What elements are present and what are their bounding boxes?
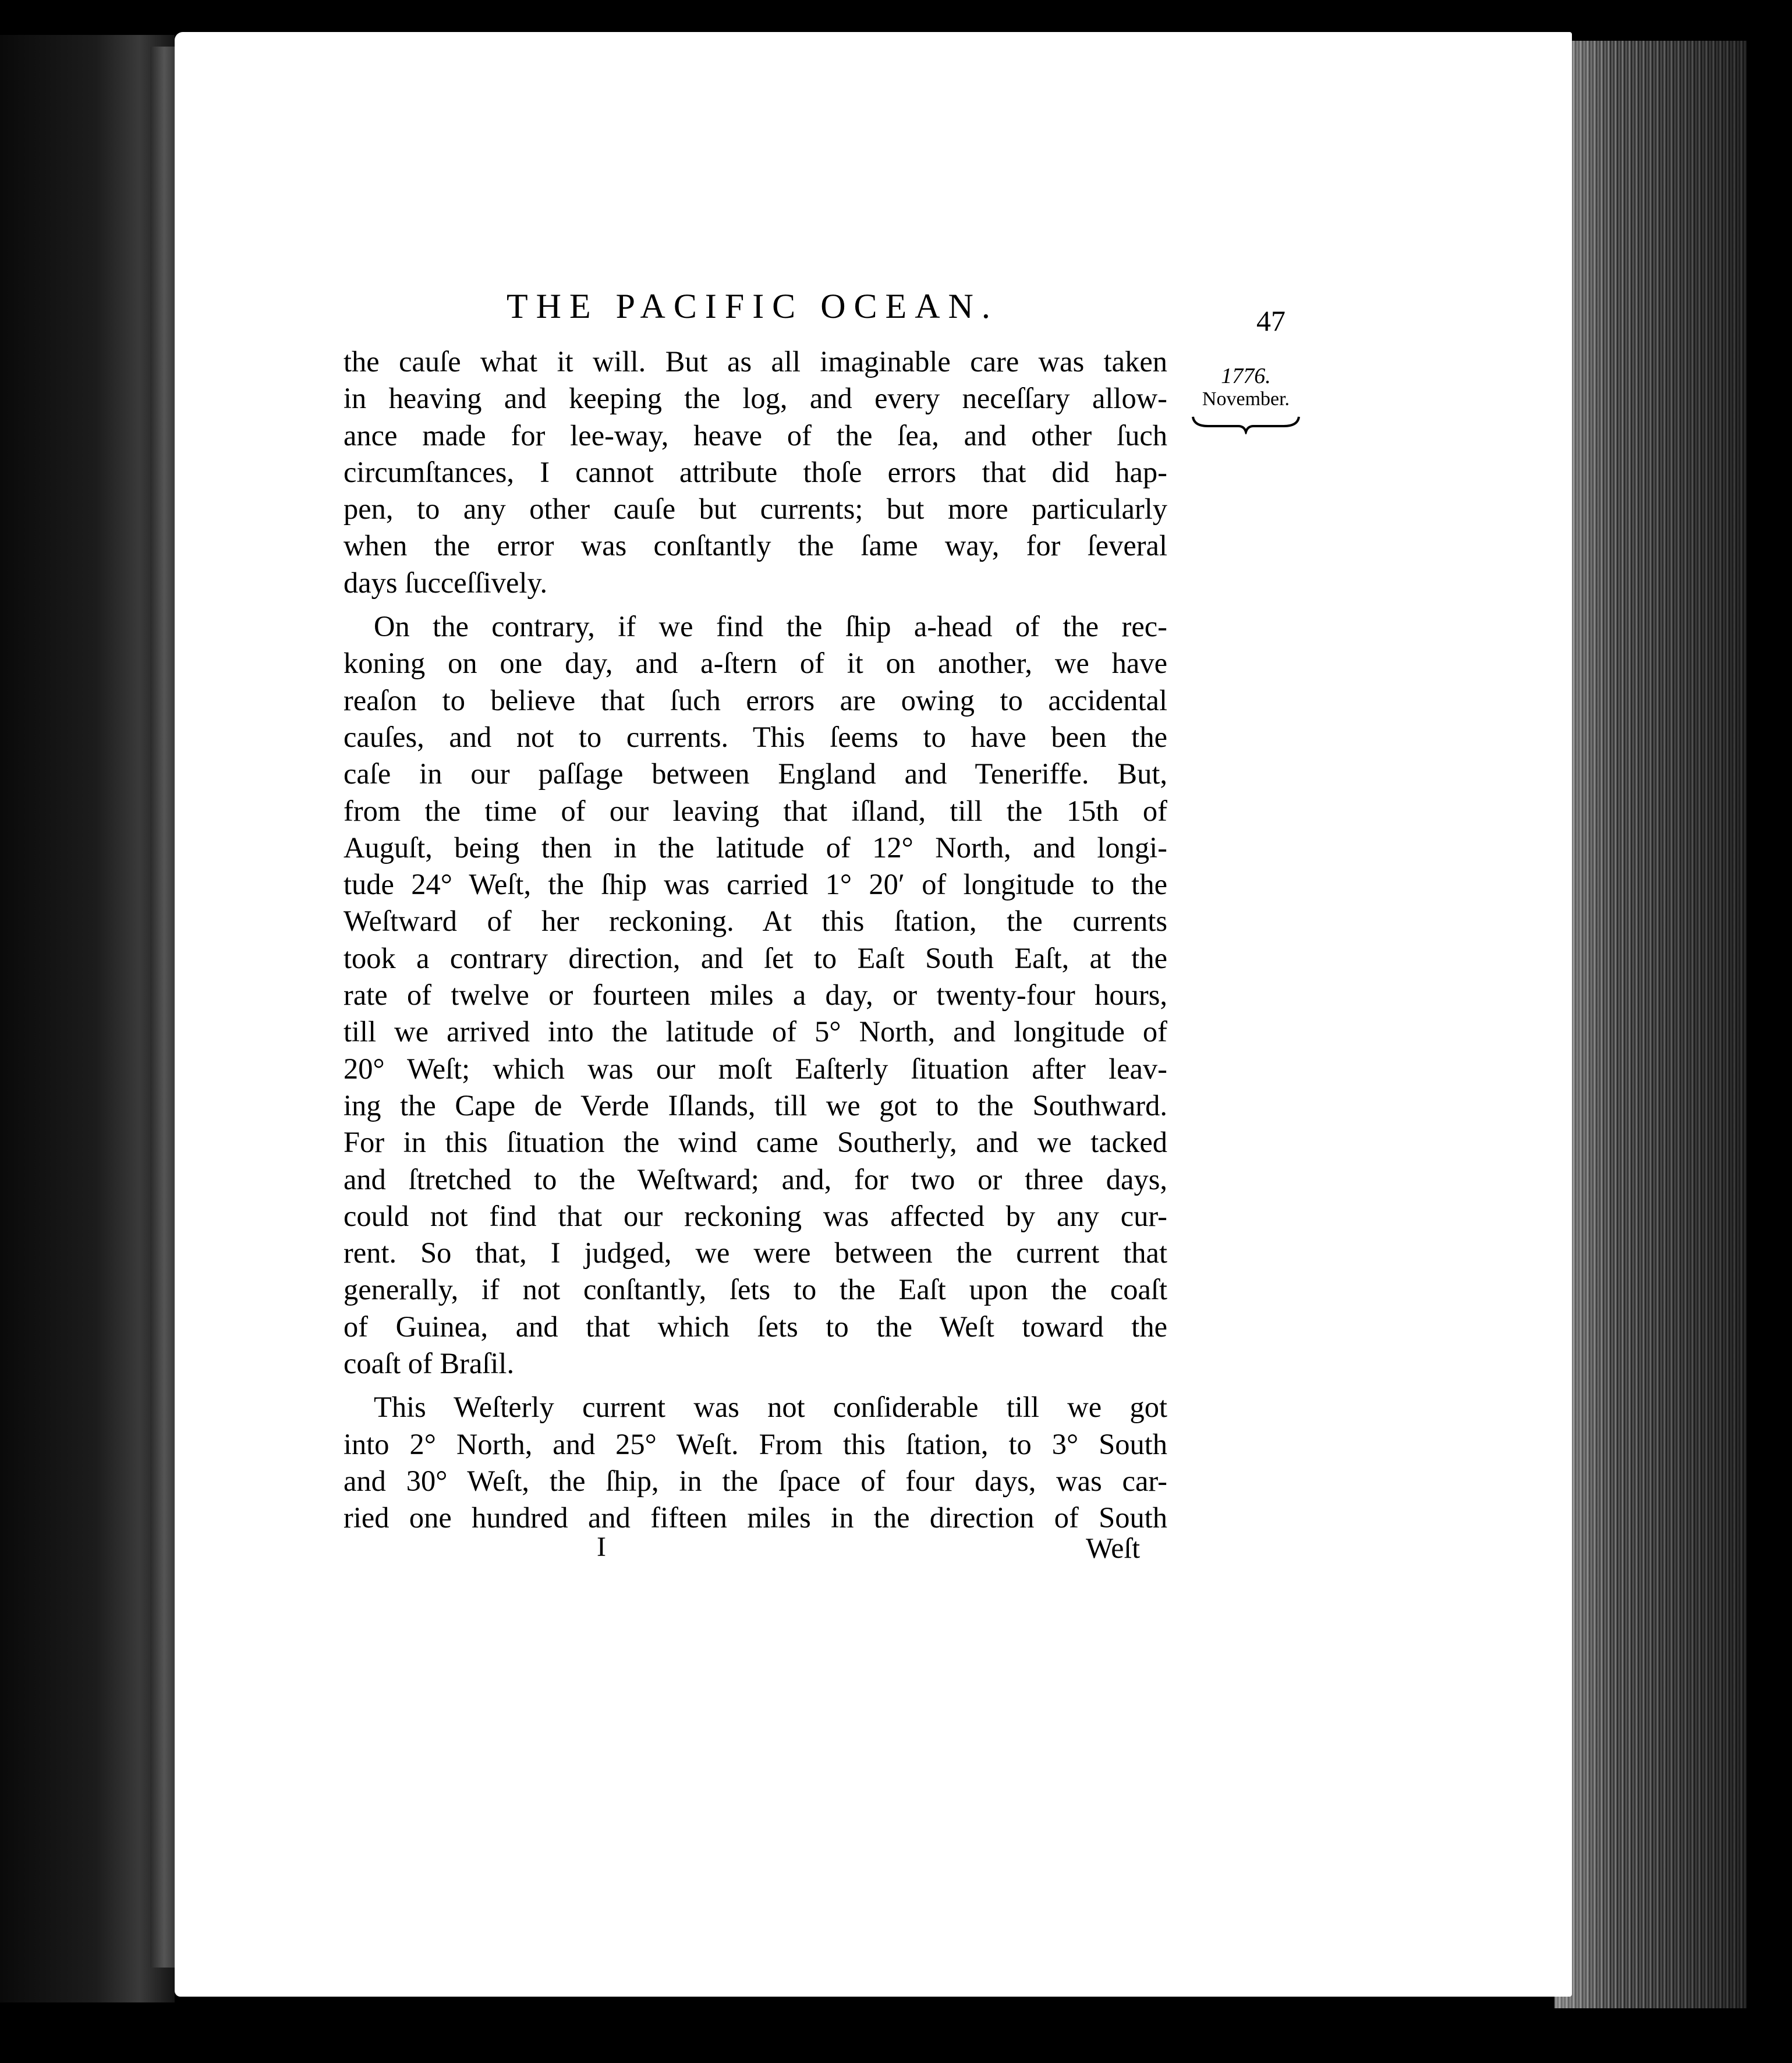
text-line: reaſon to believe that ſuch errors are owing to accidental — [343, 683, 1167, 717]
catchword: Weſt — [1086, 1532, 1141, 1564]
text-line: of Guinea, and that which ſets to the Weſt toward the — [343, 1310, 1167, 1343]
page-number: 47 — [1256, 304, 1285, 337]
text-line: and 30° Weſt, the ſhip, in the ſpace of four days, was car- — [343, 1464, 1167, 1497]
text-line: ing the Cape de Verde Iſlands, till we got to the Southward. — [343, 1089, 1167, 1122]
text-line: 20° Weſt; which was our moſt Eaſterly ſituation after leav- — [343, 1052, 1167, 1085]
signature-mark: I — [597, 1532, 606, 1562]
curly-brace-icon — [1191, 414, 1301, 434]
margin-note-month: November. — [1202, 388, 1290, 410]
paragraph-1 — [343, 343, 1167, 601]
text-line: took a contrary direction, and ſet to Eaſt South Eaſt, at the — [343, 941, 1167, 974]
text-line: pen, to any other cauſe but currents; but more particularly — [343, 492, 1167, 526]
text-line: in heaving and keeping the log, and every neceſſary allow- — [343, 382, 1167, 415]
paragraph-3 — [343, 1389, 1167, 1536]
text-line: when the error was conſtantly the ſame way, for ſeveral — [343, 529, 1167, 562]
facing-page-edge — [0, 35, 175, 2002]
text-line: koning on one day, and a-ſtern of it on another, we have — [343, 647, 1167, 680]
text-line: the cauſe what it will. But as all imaginable care was taken — [343, 345, 1167, 378]
fore-edge-shadow — [1554, 41, 1747, 2008]
text-line: rate of twelve or fourteen miles a day, or twenty-four hours, — [343, 979, 1167, 1012]
text-line: ance made for lee-way, heave of the ſea, and other ſuch — [343, 419, 1167, 452]
text-line: could not find that our reckoning was affected by any cur- — [343, 1199, 1167, 1232]
running-head: THE PACIFIC OCEAN. — [507, 287, 998, 325]
text-line: Weſtward of her reckoning. At this ſtation, the currents — [343, 905, 1167, 938]
text-line: rent. So that, I judged, we were between the current that — [343, 1236, 1167, 1270]
text-line: circumſtances, I cannot attribute thoſe errors that did hap- — [343, 455, 1167, 488]
text-line: caſe in our paſſage between England and Teneriffe. But, — [343, 757, 1167, 791]
text-line: into 2° North, and 25° Weſt. From this ſtation, to 3° South — [343, 1427, 1167, 1461]
text-line: On the contrary, if we find the ſhip a-head of the rec- — [374, 610, 1167, 643]
text-line: For in this ſituation the wind came Southerly, and we tacked — [343, 1126, 1167, 1159]
text-line: coaſt of Braſil. — [343, 1347, 515, 1380]
paragraph-2 — [343, 608, 1167, 1382]
text-line: till we arrived into the latitude of 5° North, and longitude of — [343, 1015, 1167, 1048]
text-line: and ſtretched to the Weſtward; and, for two or three days, — [343, 1162, 1167, 1196]
text-line: ried one hundred and fifteen miles in the direction of South — [343, 1501, 1167, 1534]
text-line: from the time of our leaving that iſland, till the 15th of — [343, 794, 1167, 827]
text-line: This Weſterly current was not conſiderable till we got — [374, 1391, 1167, 1424]
margin-note-year: 1776. — [1221, 364, 1271, 388]
text-line: days ſucceſſively. — [343, 566, 548, 599]
text-line: cauſes, and not to currents. This ſeems to have been the — [343, 720, 1167, 753]
text-line: Auguſt, being then in the latitude of 12° North, and longi- — [343, 831, 1167, 864]
text-line: generally, if not conſtantly, ſets to the Eaſt upon the coaſt — [343, 1273, 1167, 1306]
text-line: tude 24° Weſt, the ſhip was carried 1° 20′ of longitude to the — [343, 868, 1167, 901]
margin-note — [1188, 364, 1304, 434]
body-text — [343, 343, 1167, 1544]
